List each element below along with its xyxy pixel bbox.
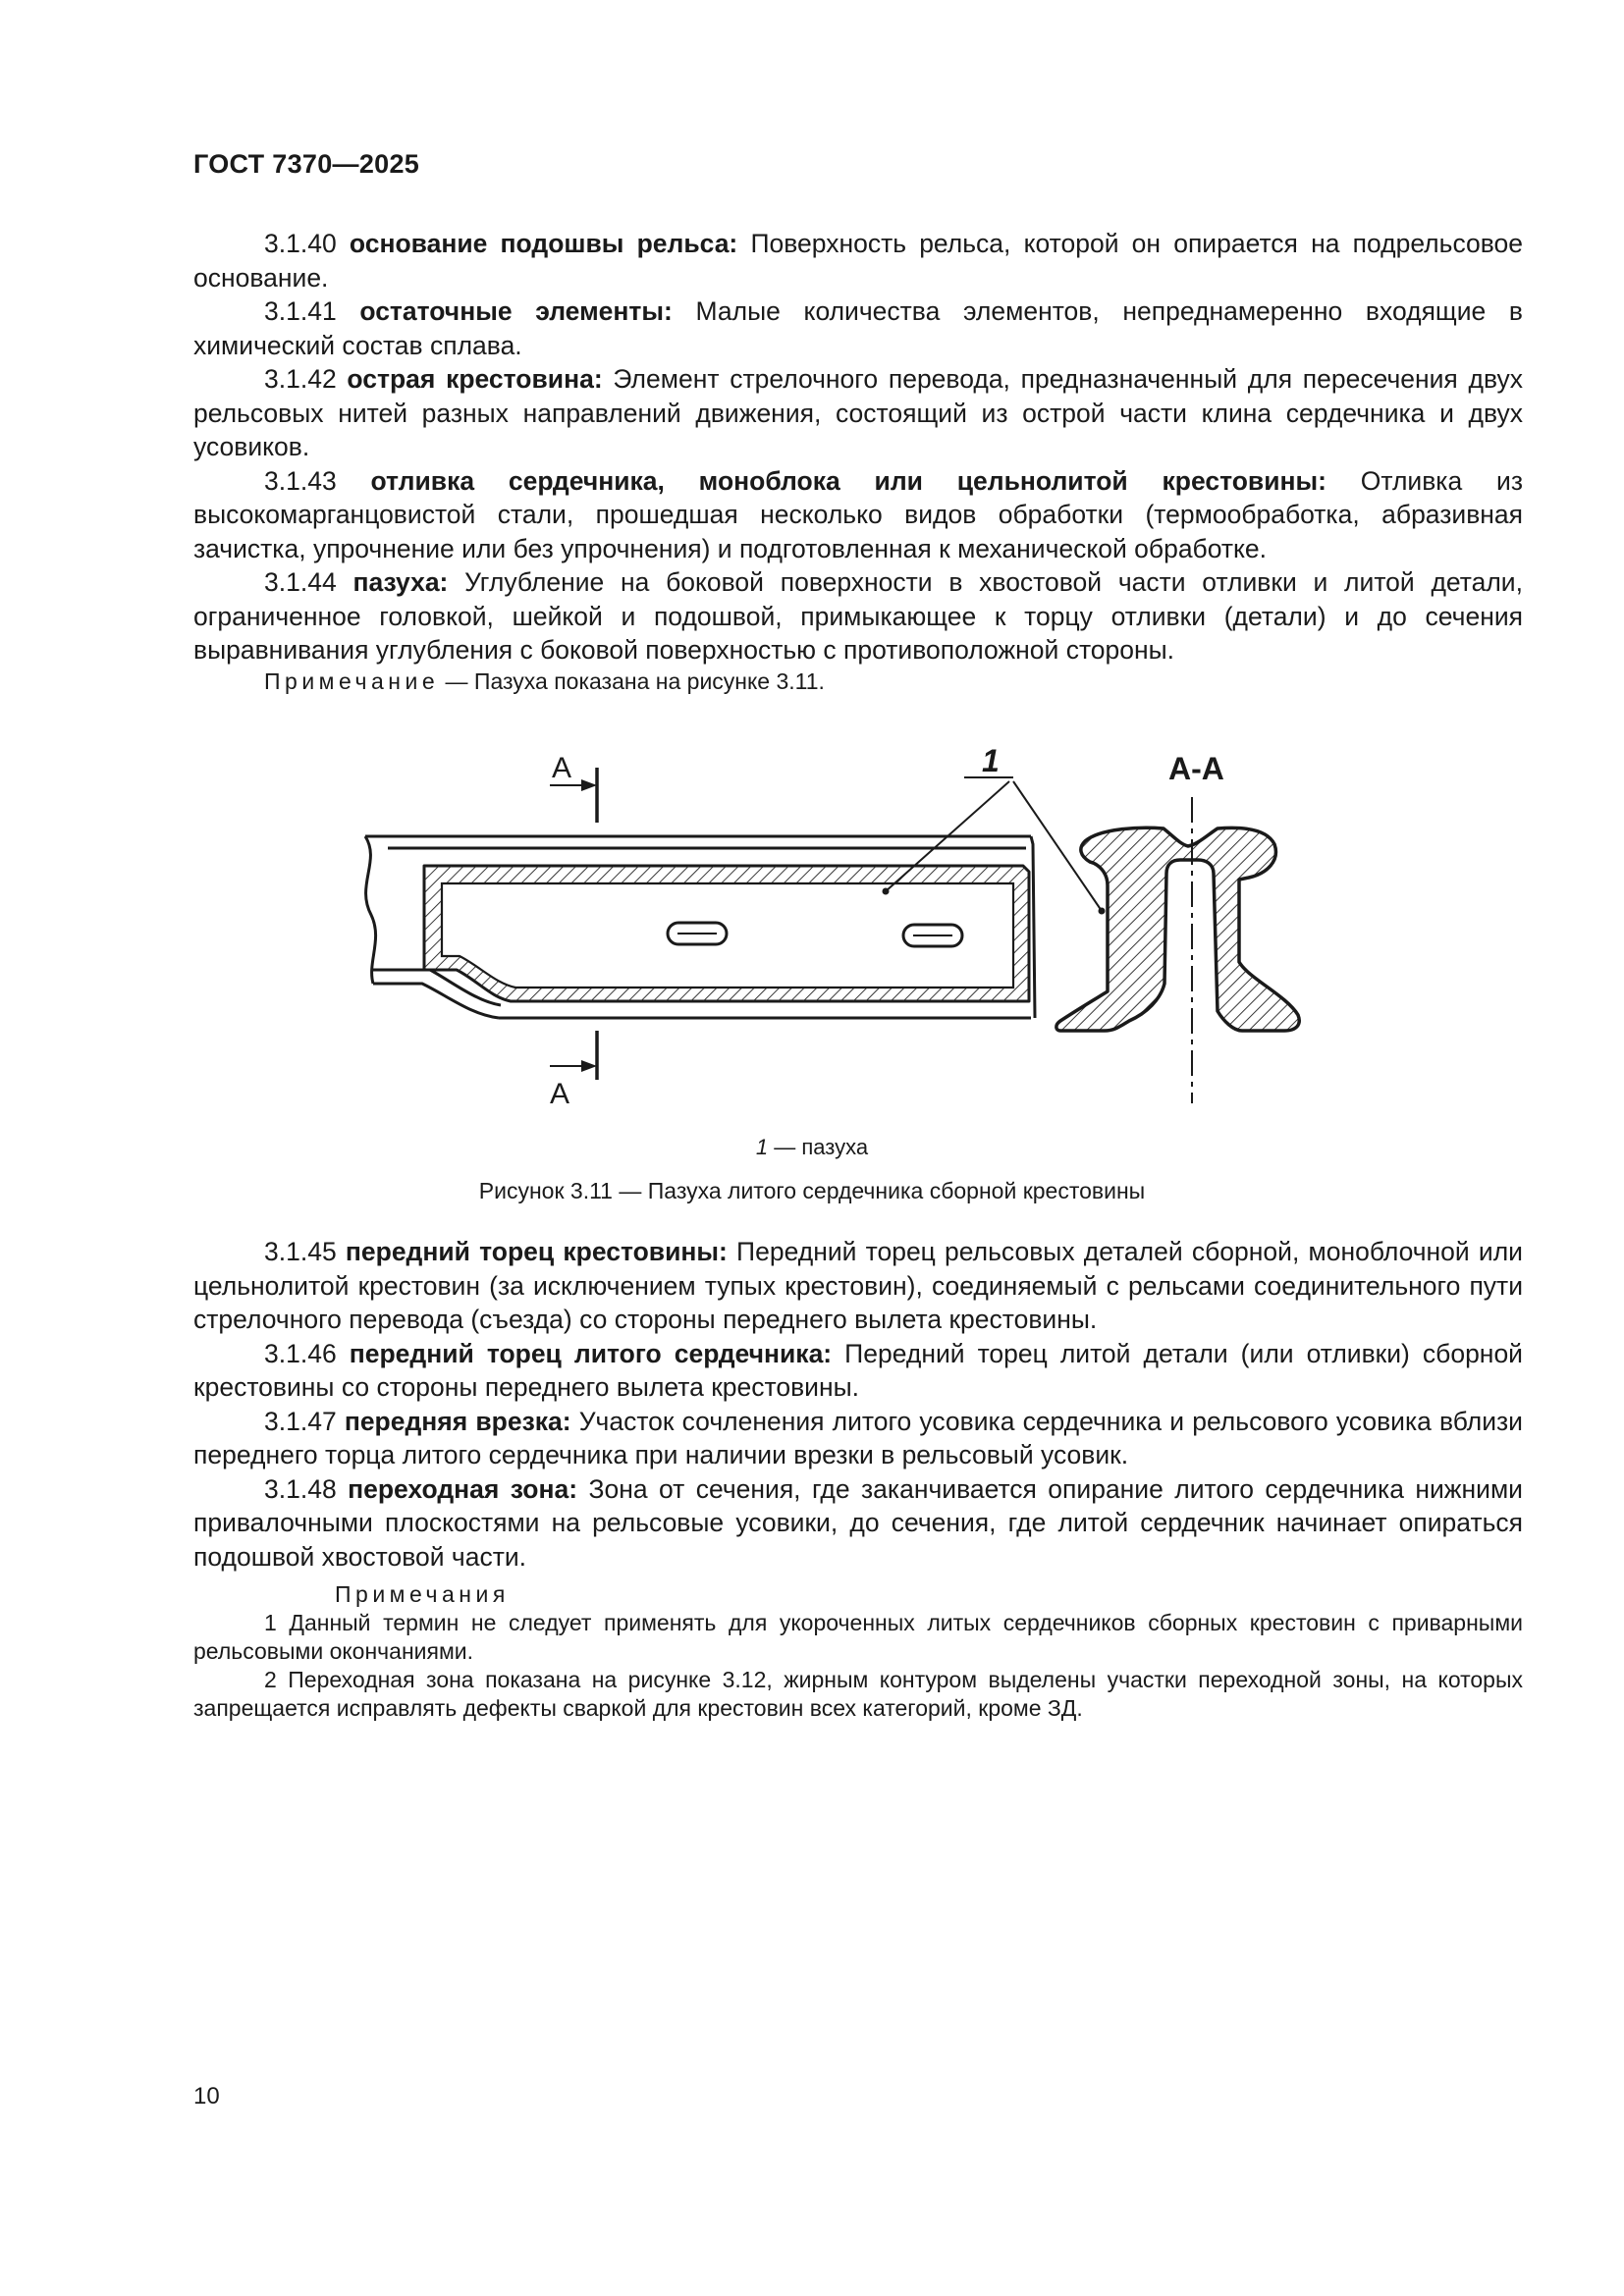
term-name: переходная зона: (348, 1473, 578, 1504)
figure-legend (0, 1135, 1624, 1160)
section-label-top: А (552, 752, 572, 784)
term-name: передний торец литого сердечника: (349, 1338, 833, 1368)
figure-3-11 (353, 738, 1365, 1111)
notes-block (193, 1580, 1523, 1723)
term-paragraph (193, 464, 1523, 566)
figure-note (264, 668, 825, 695)
term-paragraph (193, 1337, 1523, 1405)
term-paragraph (193, 227, 1523, 294)
term-name: пазуха: (352, 567, 449, 597)
cross-section-profile (1056, 828, 1299, 1031)
term-name: основание подошвы рельса: (349, 229, 738, 258)
term-name: острая крестовина: (347, 364, 603, 394)
figure-caption: Рисунок 3.11 — Пазуха литого сердечника сборной крестовины (478, 1178, 1146, 1203)
section-mark-bottom (550, 1031, 597, 1080)
legend-text: — пазуха (774, 1135, 869, 1159)
section-label-bottom: А (550, 1078, 570, 1110)
drawing-canvas (353, 738, 1365, 1111)
term-definition: Малые количества элементов, непреднамеренно входящие в химический состав сплава. (193, 296, 1524, 360)
page-number: 10 (193, 2083, 220, 2109)
note-label: Примечание (264, 668, 440, 694)
term-name: отливка сердечника, моноблока или цельнолитой крестовины: (370, 465, 1326, 496)
term-definition: Поверхность рельса, которой он опирается на подрельсовое основание. (193, 229, 1523, 293)
note-dash: — (445, 668, 468, 694)
term-number: 3.1.46 (264, 1338, 337, 1368)
terms-block-bottom (193, 1235, 1523, 1574)
term-definition: Передний торец литой детали (или отливки) сборной крестовины со стороны переднего вылета крестовины. (193, 1338, 1523, 1402)
term-number: 3.1.47 (264, 1406, 337, 1436)
callout-number: 1 (982, 743, 1000, 778)
term-definition: Передний торец рельсовых деталей сборной, моноблочной или цельнолитой крестовин (за исключением тупых крестовин), соединяемый с рельсами соединительного пути стрелочного перевода (съезда) со стороны переднего вылета крестовины. (193, 1237, 1523, 1334)
term-number: 3.1.45 (264, 1237, 337, 1266)
term-paragraph (193, 294, 1523, 362)
term-definition: Участок сочленения литого усовика сердечника и рельсового усовика вблизи переднего торца литого сердечника при наличии врезки в рельсовый усовик. (193, 1406, 1523, 1469)
term-number: 3.1.41 (264, 296, 337, 326)
term-paragraph (193, 362, 1523, 464)
term-name: остаточные элементы: (359, 296, 673, 326)
document-header: ГОСТ 7370—2025 (193, 149, 420, 179)
section-title: А-А (1168, 751, 1224, 786)
note-text: Пазуха показана на рисунке 3.11. (473, 668, 825, 694)
term-number: 3.1.48 (264, 1473, 337, 1504)
terms-block-top (193, 227, 1523, 667)
term-name: передняя врезка: (344, 1406, 571, 1436)
term-paragraph (193, 1235, 1523, 1337)
term-number: 3.1.44 (264, 567, 337, 597)
notes-label: Примечания (335, 1581, 510, 1607)
term-number: 3.1.42 (264, 364, 337, 394)
term-definition: Углубление на боковой поверхности в хвостовой части отливки и литой детали, ограниченное головкой, шейкой и подошвой, примыкающее к торцу отливки (детали) и до сечения выравнивания углубления с боковой поверхностью с противоположной стороны. (193, 567, 1523, 665)
callout-leaders (886, 777, 1102, 911)
note-item: 1 Данный термин не следует применять для укороченных литых сердечников сборных крестовин с приварными рельсовыми окончаниями. (193, 1610, 1523, 1664)
term-paragraph (193, 1472, 1523, 1575)
term-definition: Элемент стрелочного перевода, предназначенный для пересечения двух рельсовых нитей разных направлений движения, состоящий из острой части клина сердечника и двух усовиков. (193, 364, 1523, 461)
term-definition: Отливка из высокомарганцовистой стали, прошедшая несколько видов обработки (термообработка, абразивная зачистка, упрочнение или без упрочнения) и подготовленная к механической обработке. (193, 465, 1523, 563)
term-name: передний торец крестовины: (345, 1237, 728, 1266)
term-definition: Зона от сечения, где заканчивается опирание литого сердечника нижними привалочными плоскостями на рельсовые усовики, до сечения, где литой сердечник начинает опираться подошвой хвостовой части. (193, 1473, 1523, 1572)
term-number: 3.1.40 (264, 229, 337, 258)
term-number: 3.1.43 (264, 465, 337, 496)
term-paragraph (193, 1405, 1523, 1472)
note-item: 2 Переходная зона показана на рисунке 3.12, жирным контуром выделены участки переходной зоны, на которых запрещается исправлять дефекты сваркой для крестовин всех категорий, кроме ЗД. (193, 1667, 1523, 1721)
term-paragraph (193, 565, 1523, 667)
legend-number: 1 (755, 1135, 769, 1159)
